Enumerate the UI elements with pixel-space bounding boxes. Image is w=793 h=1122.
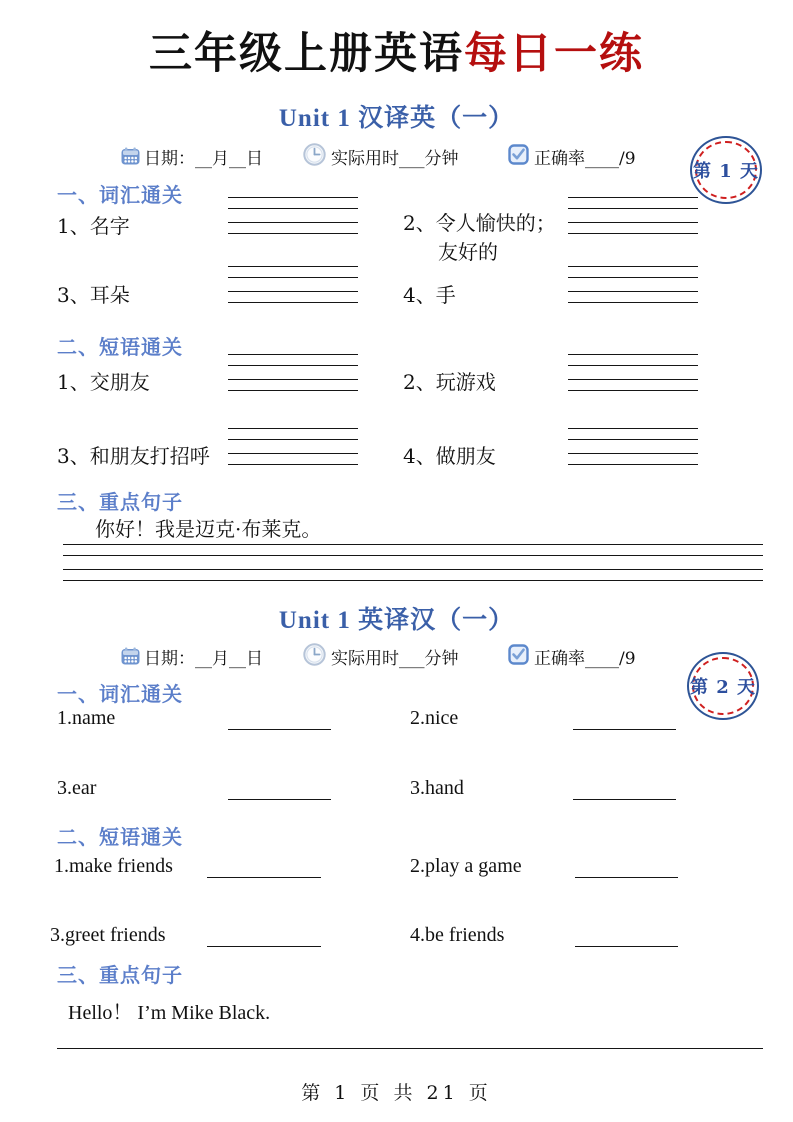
- s2-vocab-item-2: 2.nice: [410, 707, 459, 729]
- date-label: 日期：__月__日: [144, 649, 263, 669]
- title-black-part: 三年级上册英语: [149, 29, 464, 79]
- s2-vocab-heading: 一、词汇通关: [57, 684, 183, 706]
- answer-blank: [228, 799, 331, 800]
- s2-vocab-item-4: 3.hand: [410, 777, 464, 799]
- day-1-badge: [690, 136, 762, 204]
- answer-long-line: [57, 1048, 763, 1049]
- s1-sentence-heading: 三、重点句子: [57, 492, 183, 514]
- writing-lines: [228, 266, 358, 304]
- clock-icon: [303, 643, 326, 670]
- unit1-title: Unit 1 汉译英（一）: [278, 105, 515, 132]
- writing-lines: [228, 428, 358, 466]
- answer-blank: [207, 877, 321, 878]
- writing-lines: [568, 428, 698, 466]
- answer-blank: [228, 729, 331, 730]
- clock-icon: [303, 143, 326, 170]
- s1-vocab-item-1: 1、名字: [57, 214, 130, 238]
- s2-phrase-item-1: 1.make friends: [54, 855, 173, 877]
- s1-vocab-item-3: 3、耳朵: [57, 283, 130, 307]
- date-label: 日期：__月__日: [144, 149, 263, 169]
- writing-lines: [568, 266, 698, 304]
- s2-phrase-item-3: 3.greet friends: [50, 924, 166, 946]
- answer-blank: [207, 946, 321, 947]
- calendar-icon: [121, 647, 140, 669]
- s1-vocab-item-4: 4、手: [403, 283, 456, 307]
- answer-blank: [573, 799, 676, 800]
- calendar-icon: [121, 147, 140, 169]
- unit2-title: Unit 1 英译汉（一）: [278, 607, 515, 634]
- accuracy-label: 正确率____/9: [534, 149, 636, 169]
- accuracy-label: 正确率____/9: [534, 649, 636, 669]
- s2-sentence: Hello！ I’m Mike Black.: [68, 1002, 271, 1024]
- day-1-badge-inner: [692, 141, 760, 199]
- s2-phrase-heading: 二、短语通关: [57, 827, 183, 849]
- time-label: 实际用时___分钟: [331, 649, 459, 669]
- day-1-badge-text: 第 1 天: [692, 161, 760, 182]
- s2-sentence-heading: 三、重点句子: [57, 965, 183, 987]
- checkbox-icon: [508, 144, 529, 169]
- s1-phrase-item-4: 4、做朋友: [403, 444, 496, 468]
- time-label: 实际用时___分钟: [331, 149, 459, 169]
- writing-lines: [568, 197, 698, 235]
- checkbox-icon: [508, 644, 529, 669]
- writing-lines: [568, 354, 698, 392]
- s2-vocab-item-1: 1.name: [57, 707, 116, 729]
- s1-vocab-item-2-line2: 友好的: [438, 240, 498, 264]
- s2-vocab-item-3: 3.ear: [57, 777, 97, 799]
- s2-phrase-item-2: 2.play a game: [410, 855, 522, 877]
- s1-phrase-heading: 二、短语通关: [57, 337, 183, 359]
- day-2-badge: [687, 652, 759, 720]
- s1-vocab-heading: 一、词汇通关: [57, 185, 183, 207]
- answer-blank: [573, 729, 676, 730]
- page-number: 第 1 页 共 21 页: [301, 1082, 492, 1104]
- s2-phrase-item-4: 4.be friends: [410, 924, 505, 946]
- day-2-badge-inner: [689, 657, 757, 715]
- s1-sentence: 你好！我是迈克·布莱克。: [95, 517, 322, 541]
- s1-phrase-item-3: 3、和朋友打招呼: [57, 444, 210, 468]
- day-2-badge-text: 第 2 天: [689, 677, 757, 698]
- s1-vocab-item-2-line1: 2、令人愉快的；: [403, 211, 556, 235]
- s1-phrase-item-2: 2、玩游戏: [403, 370, 496, 394]
- s1-phrase-item-1: 1、交朋友: [57, 370, 150, 394]
- answer-blank: [575, 877, 678, 878]
- title-red-part: 每日一练: [464, 29, 644, 79]
- page-title: [0, 20, 793, 81]
- writing-lines: [228, 354, 358, 392]
- answer-blank: [575, 946, 678, 947]
- sentence-writing-lines: [63, 544, 763, 582]
- writing-lines: [228, 197, 358, 235]
